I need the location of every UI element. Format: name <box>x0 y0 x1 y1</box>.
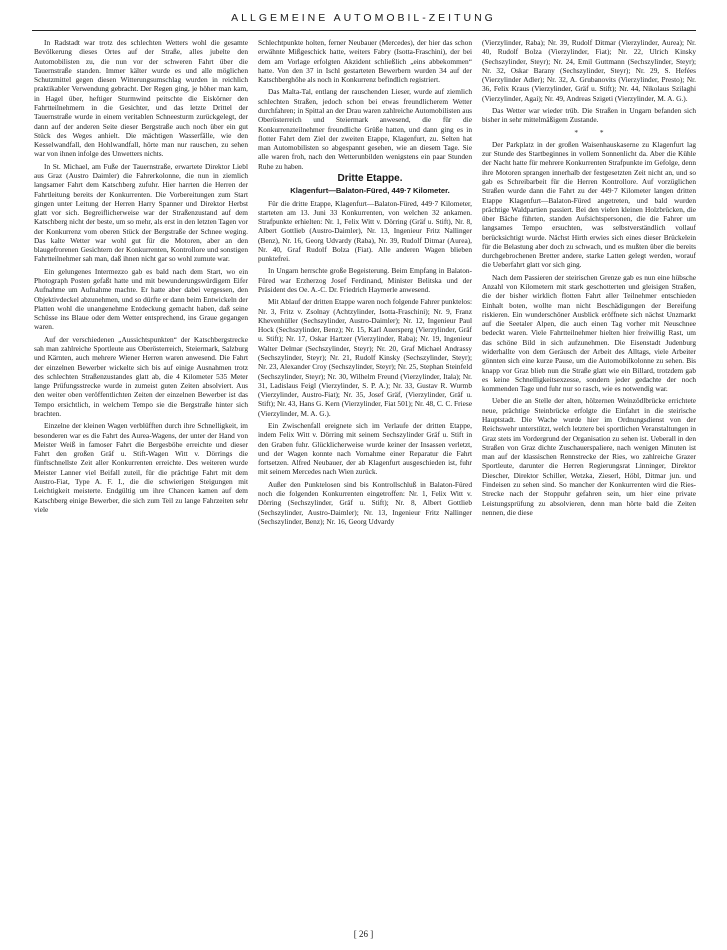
column-3 <box>482 38 696 517</box>
paragraph: Auf der verschiedenen „Aussichtspunkten“ der Katschbergstrecke sah man zahlreiche Sportleute aus Oberösterreich, Steiermark, Salzburg und Kärnten, auch mehrere Wiener Herren waren anwesend. Die Fahrt der einzelnen Bewerber wickelte sich bis auf einige Ausnahmen trotz des schlechten Straßenzustandes glatt ab, die 4 Kilometer 535 Meter lange Prüfungsstrecke wurde in zumeist guten Zeiten absolviert. Aus den weiter oben veröffentlichten Zeiten der einzelnen Bewerber ist das Tempo ersichtlich, in welchem Tempo sie die Bergstraße hinter sich brachten. <box>34 334 248 418</box>
paragraph: Ueber die an Stelle der alten, hölzernen Weinzödlbrücke errichtete neue, prächtige Steinbrücke erfolgte die Einfahrt in die steirische Hauptstadt. Die Wache wurde hier im Ordnungsdienst von der Reichswehr unterstützt, welch letztere bei sportlichen Veranstaltungen in Graz stets im Vordergrund der Organisation zu sehen ist. Ueberall in den Straßen von Graz dichte Zuschauerspaliere, nach wenigen Minuten ist man auf der klassischen Rennstrecke der Ries, wo zahlreiche Grazer Sportleute, darunter die Herren Regierungsrat Linninger, Direktor Diescher, Direktor Schiller, Wetzka, Zieserl, Höbl, Ditmar jun. und Findeisen zu sehen sind. So mancher der Konkurrenten wird die Ries-Strecke nach der Stoppuhr gefahren sein, um hier eine private Leistungsprüfung zu absolvieren, denn man hörte bald die Zeiten nennen, die diese <box>482 396 696 517</box>
paragraph: Der Parkplatz in der großen Waisenhauskaserne zu Klagenfurt lag zur Stunde des Startbeginnes in vollem Sonnenlicht da. Aber die Kühle der Nacht hatte für mehrere Konkurrenten Strafpunkte im Gefolge, denn ihre Motoren sprangen innerhalb der festgesetzten Zeit nicht an, und so gab es Schreibarbeit für die Herren Kontrollore. Auf vorzüglichen Straßen wurde dann die Fahrt zu der 449·7 Kilometer langen dritten Etappe Klagenfurt—Balaton-Füred angetreten, und bald wurden prächtige Waldpartien passiert. Bei den vielen kleinen Holzbrücken, die über Bäche führten, standen Aufsichtspersonen, die die Fahrer um langsames Tempo ersuchten, was selbstverständlich vollauf berücksichtigt wurde. Nächst Hirth erwies sich eines dieser Brückelein für die Belastung aber doch zu schwach, und es mußten über die bereits durchgebrochenen Bretter andere, starke Latten gelegt werden, worauf die Ueberfahrt glatt vor sich ging. <box>482 139 696 270</box>
column-2 <box>258 38 472 526</box>
paragraph: Schlechtpunkte holten, ferner Neubauer (Mercedes), der hier das schon erwähnte Mißgeschick hatte, weiters Fabry (Isotta-Fraschini), der bei dem am Vorlage erfolgten Akzident schließlich „eins abbekommen“ hatte. Von den 37 in Ischl gestarteten Bewerbern wurden 34 auf der Katschberghöhe als noch in Konkurrenz befindlich registriert. <box>258 38 472 85</box>
paragraph: Das Wetter war wieder trüb. Die Straßen in Ungarn befanden sich bisher in sehr mittelmäßigem Zustande. <box>482 105 696 125</box>
paragraph: In St. Michael, am Fuße der Tauernstraße, erwartete Direktor Liebl aus Graz (Austro Daimler) die Fahrerkolonne, die nun in ziemlich langsamer Fahrt dem Katschberg zufuhr. Hier harrten die Herren der Fahrtleitung bereits der Konkurrenten. Die Vorbereitungen zum Start gingen unter Leitung der Herren Harry Spanner und Direktor Herbst glatt vor sich. Begreiflicherweise war der Straßenzustand auf dem Katschberg nicht der beste, um so mehr, als erst in den letzten Tagen vor der Konkurrenz vom oberen Stück der Bergstraße der Schnee weging. Das kalte Wetter war wohl gut für die Motoren, aber an den blaugefrorenen Gesichtern der Konkurrenten, Kontrollore und sonstigen Fahrtteilnehmer sah man, daß ihnen nicht gar so wohl zumute war. <box>34 161 248 264</box>
column-1 <box>34 38 248 514</box>
section-subheading: Klagenfurt—Balaton-Füred, 449·7 Kilometer. <box>290 186 450 196</box>
section-divider-stars: * * <box>574 127 614 137</box>
paragraph: Einzelne der kleinen Wagen verblüfften durch ihre Schnelligkeit, im besonderen war es die Fahrt des Aurea-Wagens, der unter der Hand von Meister Weiß in famoser Fahrt die Bergesböhe erreichte und dieser Fahrt den großen Gräf u. Stift-Wagen Witt v. Dörrings die fünftschnellste Zeit aller Konkurrenten erreichte. Des weiteren wurde Meister Lanner viel Beifall zuteil, für die prächtige Fahrt mit dem Austro-Fiat, Type A. F. I., die die schwierigen Steigungen mit Leichtigkeit meisterte. Endgültig um ihre Chancen kamen auf dem Katschberg einige Bewerber, die sich zum Teil zu lange Fahrzeiten sehr viele <box>34 421 248 514</box>
paragraph: Nach dem Passieren der steirischen Grenze gab es nun eine hübsche Anzahl von Kilometern mit stark geschotterten und gleisigen Straßen, die der bisher wirklich flotten Fahrt aller Teilnehmer entschieden Einhalt boten, wollte man nicht Beschädigungen der Bereifung riskieren. Ein wunderschöner Ausblick eröffnete sich nächst Unzmarkt auf die Seetaler Alpen, die auch einen Tag vorher mit Neuschnee bedeckt waren. Viele Fahrtteilnehmer hielten hier freiwillig Rast, um das schöne Bild in sich aufzunehmen. Die Eisenstadt Judenburg widerhallte von dem Geräusch der Arbeit des Alltags, viele Arbeiter gönnten sich eine kurze Pause, um die Automobilkolonne zu sehen. Bis knapp vor Graz blieb nun die Straße glatt wie ein Billard, trotzdem gab es keine Schnelligkeitsexzesse, sondern jeder gedachte der noch kommenden Tage und fuhr nur so rasch, wie es notwendig war. <box>482 272 696 394</box>
section-heading: Dritte Etappe. <box>337 172 403 184</box>
paragraph: In Radstadt war trotz des schlechten Wetters wohl die gesamte Bevölkerung dieses Ortes auf der Straße, alles jubelte den Automobilisten zu, die nun vor der schweren Fahrt über die Tauernstraße standen. Immer kälter wurde es und alle möglichen Schutzmittel gegen diesen Witterungsumschlag wurden in reichlich praktikabler Verwendung gebracht. Der Regen ging, je höher man kam, in Hagel über, heftiger Sturmwind peitschte die Eiskörner den Fahrtteilnehmern in die Gesichter, und das letzte Drittel der Tauernstraße wurde in einem veritablen Schneesturm zurückgelegt, der dann auf der anderen Seite dieser Bergstraße auch noch über ein gut Stück des Weges anhielt. Die mächtigen Wasserfälle, wie den Kesselwandfall, den Hohlwandfall, hörte man nur rauschen, zu sehen war von ihnen infolge des Unwetters nichts. <box>34 38 248 159</box>
paragraph: Das Malta-Tal, entlang der rauschenden Lieser, wurde auf ziemlich schlechten Straßen, jedoch schon bei etwas freundlicherem Wetter durchfahren; in Spittal an der Drau waren zahlreiche Automobilisten aus Oberösterreich und Steiermark anwesend, die für die Konkurrenzteilnehmer freundliche Grüße hatten, und dann ging es in flotter Fahrt dem Ziel der zweiten Etappe, Klagenfurt, zu. Selten hat man Automobilisten so abgespannt gesehen, wie an diesem Tage. Sie alle waren froh, nach den Wetterunbilden wenigstens ein paar Stunden Ruhe zu haben. <box>258 87 472 171</box>
paragraph: Für die dritte Etappe, Klagenfurt—Balaton-Füred, 449·7 Kilometer, starteten am 13. Juni 33 Konkurrenten, von welchen 32 ankamen. Strafpunkte erhielten: Nr. 1, Felix Witt v. Dörring (Gräf u. Stift), Nr. 8, Albert Gottlieb (Austro-Daimler), Nr. 13, Ingenieur Fritz Nallinger (Benz), Nr. 16, Georg Udvardy (Raba), Nr. 39, Rudolf Ditmar (Aurea), Nr. 40, Graf Rudolf Bolza (Fiat). Alle anderen Wagen blieben punktefrei. <box>258 198 472 264</box>
paragraph: (Vierzylinder, Raba); Nr. 39, Rudolf Ditmar (Vierzylinder, Aurea); Nr. 40, Rudolf Bolza (Vierzylinder, Fiat); Nr. 22, Ulrich Kinsky (Sechszylinder, Steyr); Nr. 24, Emil Guttmann (Sechszylinder, Steyr); Nr. 32, Oskar Barany (Sechszylinder, Steyr); Nr. 29, S. Hefées (Vierzylinder Adler); Nr. 32, A. Grubanovits (Vierzylinder, Presto); Nr. 36, Felix Kraus (Vierzylinder, Gräf u. Stift); Nr. 44, Nikolaus Szilaghi (Vierzylinder, Agai); Nr. 49, Andreas Szigeti (Vierzylinder, M. A. G.). <box>482 38 696 103</box>
paragraph: Außer den Punktelosen sind bis Kontrollschluß in Balaton-Füred noch die folgenden Konkurrenten eingetroffen: Nr. 1, Felix Witt v. Dörring (Sechszylinder, Gräf u. Stift); Nr. 8, Albert Gottlieb (Sechszylinder, Austro-Daimler); Nr. 13, Ingenieur Fritz Nallinger (Sechszylinder, Benz); Nr. 16, Georg Udvardy <box>258 479 472 526</box>
page-number: [ 26 ] <box>353 929 374 939</box>
paragraph: Mit Ablauf der dritten Etappe waren noch folgende Fahrer punktelos: Nr. 3, Fritz v. Zsolnay (Achtzylinder, Isotta-Fraschini); Nr. 9, Franz Khevenhüller (Sechszylinder, Austro-Daimler); Nr. 12, Ingenieur Paul Hock (Sechszylinder, Benz); Nr. 15, Karl Auersperg (Vierzylinder, Gräf u. Stift); Nr. 17, Oskar Hartzer (Vierzylinder, Raba); Nr. 19, Ingenieur Walter Delmar (Sechszylinder, Steyr); Nr. 20, Graf Michael Andrassy (Sechszylinder, Steyr); Nr. 21, Rudolf Kinsky (Sechszylinder, Steyr); Nr. 23, Alexander Croy (Sechszylinder, Steyr); Nr. 25, Stephan Steinfeld (Sechszylinder, Steyr); Nr. 30, Wilhelm Freund (Vierzylinder, Itala); Nr. 31, Ladislaus Feigl (Vierzylinder, S. P. A.); Nr. 33, Gustav R. Wurmb (Vierzylinder, Austro-Fiat); Nr. 35, Josef Gräf, (Vierzylinder, Gräf u. Stift); Nr. 43, Hans G. Kern (Vierzylinder, Fiat 501); Nr. 48, C. C. Friese (Vierzylinder, M. A. G.). <box>258 297 472 418</box>
paragraph: Ein gelungenes Intermezzo gab es bald nach dem Start, wo ein Photograph Posten gefaßt hatte und mit bewunderungswürdigem Eifer Aufnahme um Aufnahme machte. Er hatte aber dabei vergessen, den Objektivdeckel abzunehmen, und so dürfte er dann beim Entwickeln der Platten wohl die unangenehme Entdeckung gemacht haben, daß seine Schüsse ins Blaue oder dem Wetter entsprechend, ins Graue gegangen waren. <box>34 266 248 332</box>
paragraph: In Ungarn herrschte große Begeisterung. Beim Empfang in Balaton-Füred war Erzherzog Josef Ferdinand, Minister Belitska und der Präsident des Oe. A.-C. Dr. Friedrich Haymerle anwesend. <box>258 266 472 295</box>
paragraph: Ein Zwischenfall ereignete sich im Verlaufe der dritten Etappe, indem Felix Witt v. Dörring mit seinem Sechszylinder Gräf u. Stift in den Graben fuhr. Glücklicherweise wurde keiner der Insassen verletzt, und der Wagen konnte nach Vornahme einer Reparatur die Fahrt fortsetzen. Alfred Neubauer, der ab Klagenfurt ausgeschieden ist, fuhr mit seinem Mercedes nach Wien zurück. <box>258 420 472 477</box>
header-rule <box>32 30 696 31</box>
page-header: ALLGEMEINE AUTOMOBIL-ZEITUNG <box>231 12 496 24</box>
